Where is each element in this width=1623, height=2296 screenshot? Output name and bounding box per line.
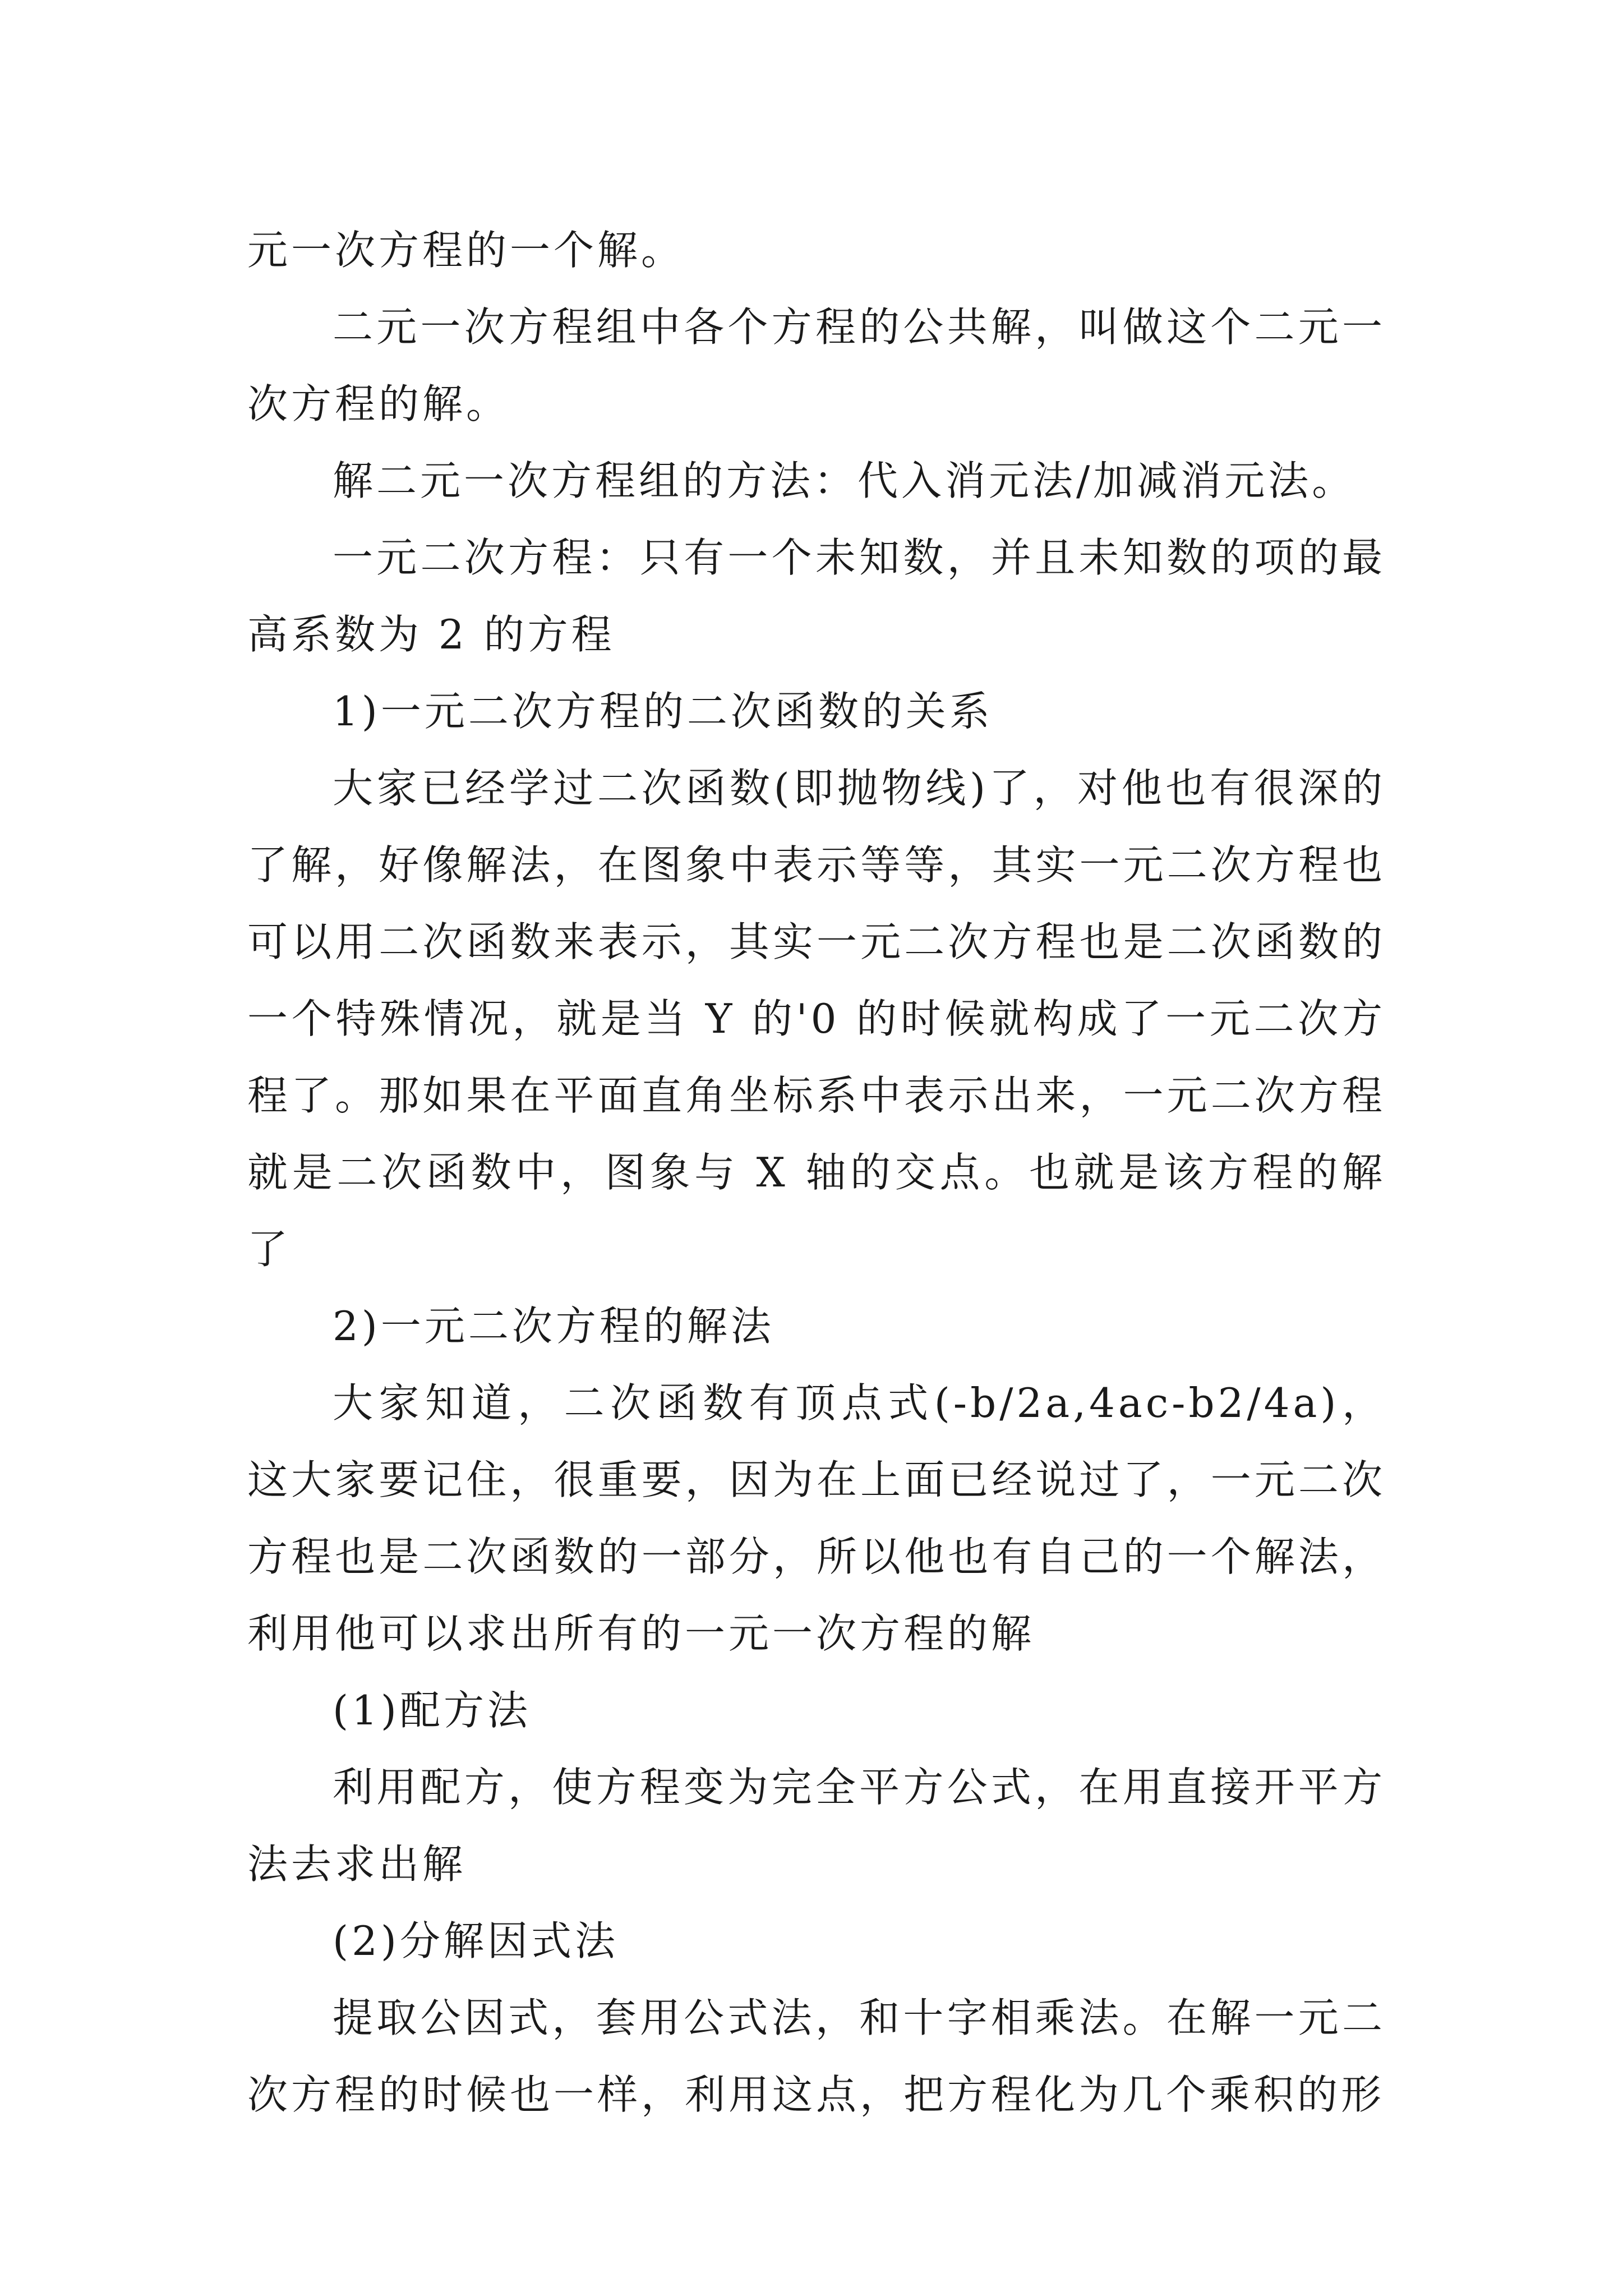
paragraph-6: 大家已经学过二次函数(即抛物线)了，对他也有很深的了解，好像解法，在图象中表示等等，其实一元二次方程也可以用二次函数来表示，其实一元二次方程也是二次函数的一个特殊情况，就是当 Y 的'0 的时候就构成了一元二次方程了。那如果在平面直角坐标系中表示出来，一元二次方程就是二次函数中，图象与 X 轴的交点。也就是该方程的解了 [247, 765, 1386, 1273]
paragraph-1: 元一次方程的一个解。 [247, 227, 685, 274]
paragraph-4: 一元二次方程：只有一个未知数，并且未知数的项的最高系数为 2 的方程 [247, 534, 1386, 658]
paragraph-11: (2)分解因式法 [333, 1917, 619, 1964]
paragraph-7: 2)一元二次方程的解法 [333, 1303, 774, 1350]
paragraph-9: (1)配方法 [333, 1687, 531, 1734]
paragraph-10: 利用配方，使方程变为完全平方公式，在用直接开平方法去求出解 [247, 1764, 1386, 1888]
paragraph-12: 提取公因式，套用公式法，和十字相乘法。在解一元二次方程的时候也一样，利用这点，把方程化为几个乘积的形 [247, 1994, 1386, 2118]
paragraph-8: 大家知道，二次函数有顶点式(-b/2a,4ac-b2/4a)，这大家要记住，很重要，因为在上面已经说过了，一元二次方程也是二次函数的一部分，所以他也有自己的一个解法，利用他可以求出所有的一元一次方程的解 [247, 1379, 1386, 1657]
paragraph-5: 1)一元二次方程的二次函数的关系 [333, 688, 993, 735]
paragraph-3: 解二元一次方程组的方法：代入消元法/加减消元法。 [333, 457, 1356, 504]
paragraph-2: 二元一次方程组中各个方程的公共解，叫做这个二元一次方程的解。 [247, 303, 1386, 427]
document-body [247, 212, 1386, 2133]
